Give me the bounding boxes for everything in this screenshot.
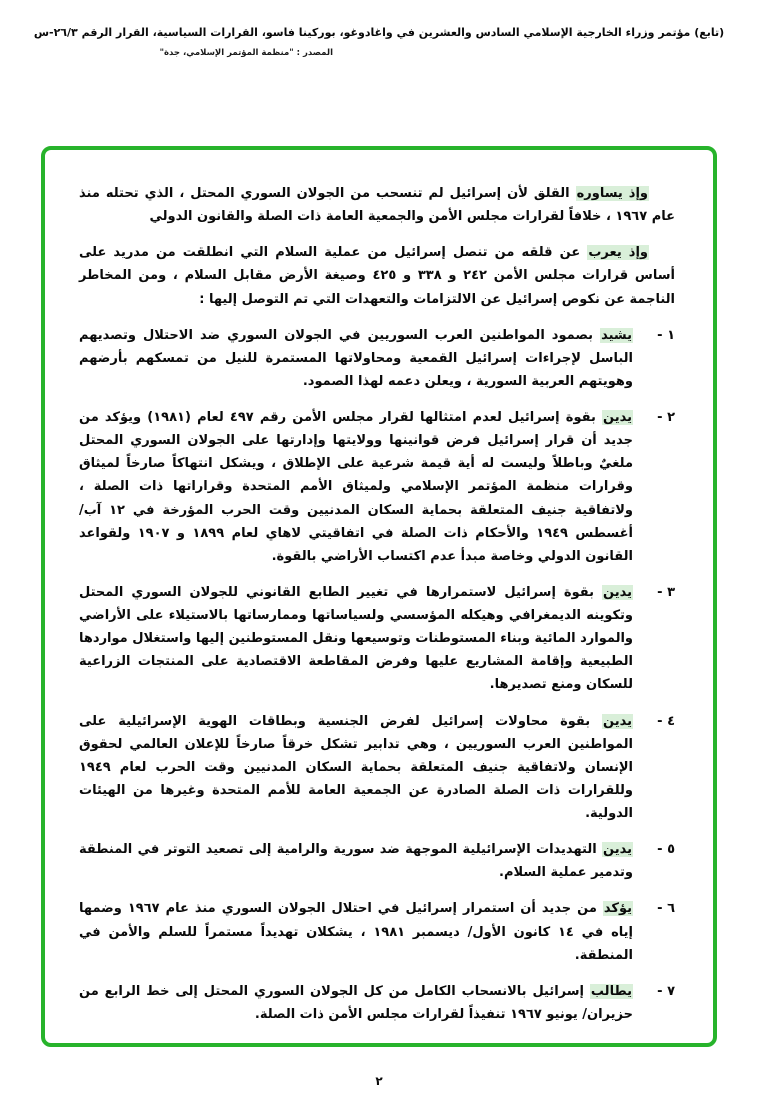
item-text — [79, 980, 633, 1026]
item-number: ٤ - — [657, 713, 675, 729]
list-item — [79, 980, 675, 1026]
list-item — [79, 897, 675, 966]
item-text — [79, 897, 633, 966]
item-text — [79, 838, 633, 884]
item-body: بقوة إسرائيل لعدم امتثالها لقرار مجلس الأمن رقم ٤٩٧ لعام (١٩٨١) ويؤكد من جديد أن قرار إسرائيل فرض قوانينها وولايتها وإدارتها على الجولان السوري المحتل ملغيٌ وباطلاً وليست له أية قيمة شرعية على الإطلاق ، ويشكل انتهاكاً صارخاً لميثاق وقرارات منظمة المؤتمر الإسلامي ولميثاق الأمم المتحدة وقراراتها ذات الصلة ، ولاتفاقية جنيف المتعلقة بحماية السكان المدنيين وقت الحرب المؤرخة في ١٢ آب/ أغسطس ١٩٤٩ والأحكام ذات الصلة في اتفاقيتي لاهاي لعام ١٨٩٩ و ١٩٠٧ ولقواعد القانون الدولي وخاصة مبدأ عدم اكتساب الأراضي بالقوة. — [79, 410, 634, 564]
list-item — [79, 838, 675, 884]
resolution-items-list — [79, 324, 675, 1026]
item-lead: يدين — [603, 713, 632, 729]
item-lead: يطالب — [590, 983, 632, 999]
item-lead: يؤكد — [603, 901, 632, 917]
item-body: التهديدات الإسرائيلية الموجهة ضد سورية والرامية إلى تصعيد التوتر في المنطقة وتدمير عملية السلام. — [79, 842, 633, 881]
preamble-lead: وإذ يعرب — [588, 245, 648, 261]
item-number: ٧ - — [657, 983, 675, 999]
document-page — [0, 26, 758, 1104]
item-text — [79, 581, 633, 697]
item-text — [79, 710, 633, 826]
list-item — [79, 581, 675, 697]
item-text — [79, 324, 633, 393]
item-number: ٣ - — [657, 584, 675, 600]
list-item — [79, 710, 675, 826]
item-lead: يدين — [603, 842, 632, 858]
list-item — [79, 324, 675, 393]
item-number: ١ - — [657, 327, 675, 343]
page-number: ٢ — [375, 1074, 383, 1088]
preamble-text: عن قلقه من تنصل إسرائيل من عملية السلام التي انطلقت من مدريد على أساس قرارات مجلس الأمن ٢٤٢ و ٣٣٨ و ٤٢٥ وصيغة الأرض مقابل السلام ، ومن المخاطر الناجمة عن نكوص إسرائيل عن الالتزامات والتعهدات التي تم التوصل إليها : — [79, 245, 675, 307]
item-lead: يشيد — [601, 327, 632, 343]
item-number: ٥ - — [657, 842, 675, 858]
item-body: إسرائيل بالانسحاب الكامل من كل الجولان السوري المحتل إلى خط الرابع من حزيران/ يونيو ١٩٦٧ تنفيذاً لقرارات مجلس الأمن ذات الصلة. — [79, 983, 633, 1022]
item-body: من جديد أن استمرار إسرائيل في احتلال الجولان السوري منذ عام ١٩٦٧ وضمها إياه في ١٤ كانون الأول/ ديسمبر ١٩٨١ ، يشكلان تهديداً مستمراً للسلم والأمن في المنطقة. — [79, 901, 634, 963]
document-border-frame — [41, 146, 717, 1047]
item-lead: يدين — [603, 584, 632, 600]
preamble-paragraph — [79, 182, 675, 228]
preamble-paragraph — [79, 241, 675, 310]
list-item — [79, 406, 675, 568]
item-body: بقوة محاولات إسرائيل لفرض الجنسية وبطاقات الهوية الإسرائيلية على المواطنين العرب السوريين ، وهي تدابير تشكل خرقاً صارخاً للإعلان العالمي لحقوق الإنسان ولاتفاقية جنيف المتعلقة بحماية السكان المدنيين وقت الحرب لعام ١٩٤٩ وللقرارات ذات الصلة الصادرة عن الجمعية العامة للأمم المتحدة وغيرها من الهيئات الدولية. — [79, 713, 633, 821]
item-body: بقوة إسرائيل لاستمرارها في تغيير الطابع القانوني للجولان السوري المحتل وتكوينه الديمغرافي وهيكله المؤسسي ولسياساتها وممارساتها بالاستيلاء على الأراضي والموارد المائية وبناء المستوطنات وتوسيعها ونقل المستوطنين إليها واستغلال مواردها الطبيعية وإقامة المشاريع عليها وفرض المقاطعة الاقتصادية على المنتجات الزراعية للسكان ومنع تصديرها. — [79, 584, 633, 693]
preamble-text: القلق لأن إسرائيل لم تنسحب من الجولان السوري المحتل ، الذي تحتله منذ عام ١٩٦٧ ، خلافاً لقرارات مجلس الأمن والجمعية العامة ذات الصلة والقانون الدولي — [79, 186, 675, 225]
page-title: (تابع) مؤتمر وزراء الخارجية الإسلامي السادس والعشرين في واغادوغو، بوركينا فاسو، القرارات السياسية، القرار الرقم ٢٦/٣-س — [33, 26, 725, 39]
preamble-lead: وإذ يساوره — [576, 186, 648, 201]
item-text — [79, 406, 633, 568]
item-number: ٦ - — [657, 901, 675, 917]
item-lead: يدين — [603, 410, 632, 425]
item-number: ٢ - — [657, 410, 675, 425]
source-line: المصدر : "منظمة المؤتمر الإسلامي، جدة" — [159, 48, 333, 58]
item-body: بصمود المواطنين العرب السوريين في الجولان السوري ضد الاحتلال وتصديهم الباسل لإجراءات إسرائيل القمعية ومحاولاتها المستمرة للنيل من تمسكهم بأرضهم وهويتهم العربية السورية ، ويعلن دعمه لهذا الصمود. — [79, 327, 633, 389]
